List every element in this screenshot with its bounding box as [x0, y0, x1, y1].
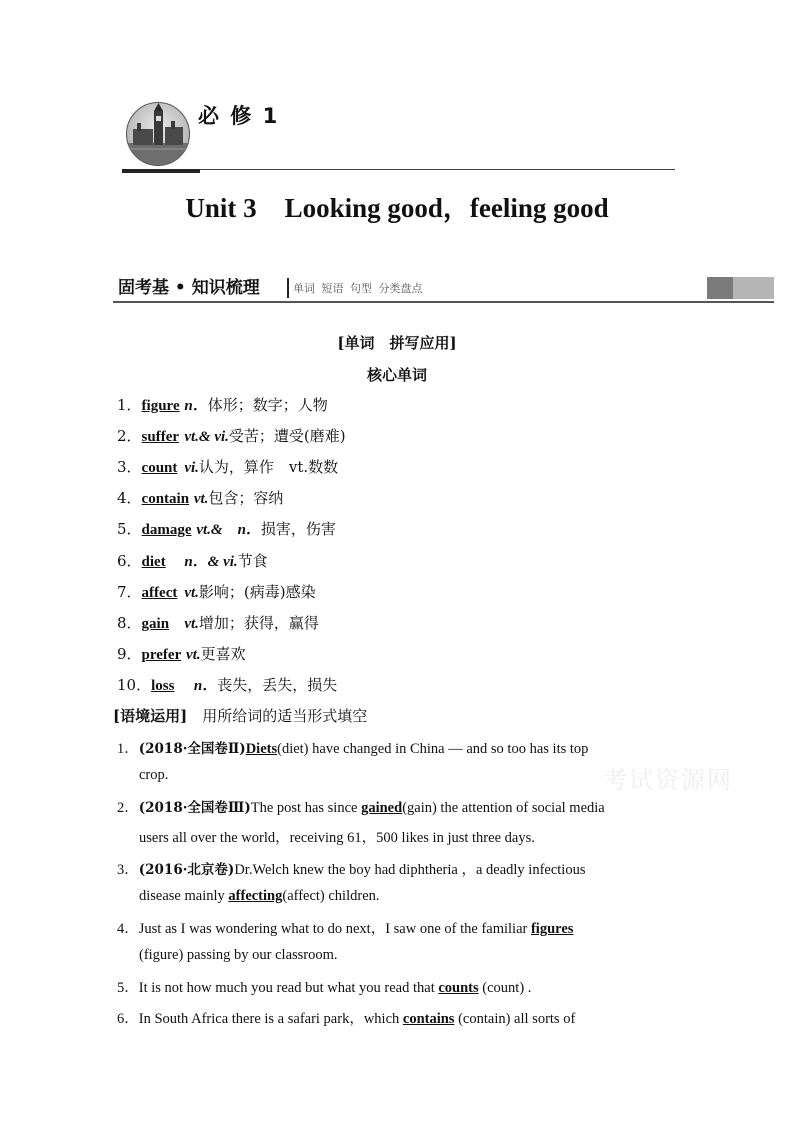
vocab-item: [117, 643, 246, 664]
vocab-item: [117, 581, 316, 602]
exercise-answer: counts: [438, 980, 479, 996]
exercise-text: disease mainly: [139, 888, 229, 904]
vocab-pos: n．& vi.: [184, 553, 238, 570]
vocab-number: 2．: [117, 427, 142, 446]
vocab-item: [117, 674, 337, 695]
vocab-number: 8．: [117, 613, 142, 632]
vocab-item: [117, 487, 283, 508]
exercise-line-continued: [139, 826, 535, 847]
exercise-line: [117, 737, 588, 758]
vocab-number: 1．: [117, 396, 142, 414]
vocab-meaning: 受苦；遭受(磨难): [228, 427, 346, 446]
unit-logo-image: [126, 102, 190, 166]
section-bar-block-light: [733, 277, 774, 299]
section-title: 固考基 • 知识梳理: [118, 278, 260, 298]
exercise-source: (2018·全国卷Ⅲ): [138, 800, 251, 816]
header-divider-accent: [122, 169, 200, 173]
vocab-meaning: 丧失，丢失，损失: [217, 675, 338, 694]
vocab-meaning: 增加；获得，赢得: [198, 613, 319, 632]
vocab-number: 10．: [117, 675, 152, 694]
vocab-word: figure: [141, 398, 180, 414]
exercise-line: [117, 858, 585, 879]
vocab-meaning: 损害，伤害: [260, 520, 336, 539]
exercise-text: (figure) passing by our classroom.: [139, 947, 338, 963]
vocab-meaning: 影响；(病毒)感染: [198, 582, 316, 601]
context-label: [语境运用]: [113, 707, 188, 725]
exercise-line-continued: [139, 947, 338, 964]
vocab-number: 7．: [117, 582, 142, 601]
exercise-text: crop.: [139, 767, 169, 783]
watermark: 考试资源网: [603, 766, 733, 794]
vocab-number: 9．: [117, 644, 142, 663]
section-bar-underline: [113, 301, 774, 303]
vocab-item: [117, 394, 328, 415]
vocab-meaning: 体形；数字；人物: [207, 396, 328, 414]
exercise-line-continued: [139, 767, 168, 784]
context-instruction: 用所给词的适当形式填空: [202, 707, 368, 725]
vocab-word: affect: [141, 584, 178, 601]
exercise-text: It is not how much you read but what you read that: [138, 980, 439, 996]
exercise-source: (2018·全国卷Ⅱ): [138, 741, 246, 757]
exercise-text: (count) .: [478, 980, 532, 996]
vocab-number: 6．: [117, 551, 142, 570]
vocab-word: damage: [141, 522, 192, 539]
exercise-number: 6．: [117, 1011, 139, 1027]
exercise-line: [117, 796, 605, 817]
book-title: 必 修 1: [198, 104, 280, 128]
vocab-item: [117, 550, 268, 571]
vocab-item: [117, 425, 346, 446]
vocab-word: gain: [141, 615, 170, 632]
exercise-answer: contains: [402, 1011, 455, 1027]
exercise-text: In South Africa there is a safari park，which: [138, 1011, 403, 1027]
exercise-number: 2．: [117, 800, 139, 816]
exercise-text: (contain) all sorts of: [454, 1011, 576, 1027]
section-bar-block-dark: [707, 277, 733, 299]
vocab-word: contain: [141, 491, 190, 508]
exercise-number: 5．: [117, 980, 139, 996]
vocab-pos: vt.& n．: [196, 522, 261, 539]
unit-subtitle: Looking good，feeling good: [284, 193, 609, 223]
vocab-pos: vt.: [184, 584, 199, 601]
vocab-word: loss: [151, 677, 175, 694]
vocab-meaning: 包含；容纳: [208, 489, 284, 508]
vocab-item: [117, 612, 319, 633]
unit-number: Unit 3: [185, 193, 257, 223]
vocab-number: 4．: [117, 489, 142, 508]
vocab-pos: n．: [184, 398, 208, 414]
vocab-meaning: 更喜欢: [200, 644, 246, 663]
section-separator: [287, 278, 289, 298]
exercise-answer: Diets: [245, 741, 278, 757]
vocab-number: 3．: [117, 458, 142, 477]
vocab-pos: vi.: [184, 460, 199, 477]
exercise-text: The post has since: [250, 800, 362, 816]
exercise-text: (affect) children.: [282, 888, 380, 904]
vocab-word: diet: [141, 553, 166, 570]
context-heading: [113, 705, 367, 726]
exercise-text: Just as I was wondering what to do next，I saw one of the familiar: [138, 921, 531, 937]
exercise-source: (2016·北京卷): [138, 862, 235, 878]
vocab-number: 5．: [117, 520, 142, 539]
exercise-text: (gain) the attention of social media: [402, 800, 605, 816]
exercise-line: [117, 1007, 575, 1028]
unit-title: [0, 186, 794, 225]
section-subtitle: 单词 短语 句型 分类盘点: [293, 282, 423, 295]
exercise-number: 3．: [117, 862, 139, 878]
vocab-pos: vt.& vi.: [184, 429, 229, 446]
vocab-pos: vt.: [186, 646, 201, 663]
exercise-text: Dr.Welch knew the boy had diphtheria ，a deadly infectious: [234, 862, 586, 878]
vocab-meaning: 认为，算作 vt.数数: [198, 458, 339, 477]
exercise-text: (diet) have changed in China — and so too has its top: [277, 741, 589, 757]
header-divider: [122, 169, 675, 170]
exercise-answer: affecting: [228, 888, 283, 904]
section-bar: [113, 275, 774, 303]
exercise-line-continued: [139, 888, 380, 905]
exercise-line: [117, 917, 573, 938]
group-heading: [单词 拼写应用]: [337, 334, 457, 352]
exercise-answer: gained: [361, 800, 403, 816]
core-words-heading: 核心单词: [366, 366, 427, 384]
exercise-text: users all over the world，receiving 61，500 likes in just three days.: [139, 830, 535, 846]
vocab-meaning: 节食: [237, 551, 268, 570]
exercise-line: [117, 976, 531, 997]
vocab-pos: vt.: [193, 491, 209, 508]
exercise-number: 4．: [117, 921, 139, 937]
vocab-pos: n．: [193, 677, 218, 694]
vocab-item: [117, 456, 338, 477]
vocab-item: [117, 518, 336, 539]
vocab-word: prefer: [141, 646, 182, 663]
exercise-answer: figures: [530, 921, 574, 937]
vocab-word: count: [141, 460, 178, 477]
exercise-number: 1．: [117, 741, 139, 757]
vocab-word: suffer: [141, 429, 180, 446]
vocab-pos: vt.: [184, 615, 199, 632]
